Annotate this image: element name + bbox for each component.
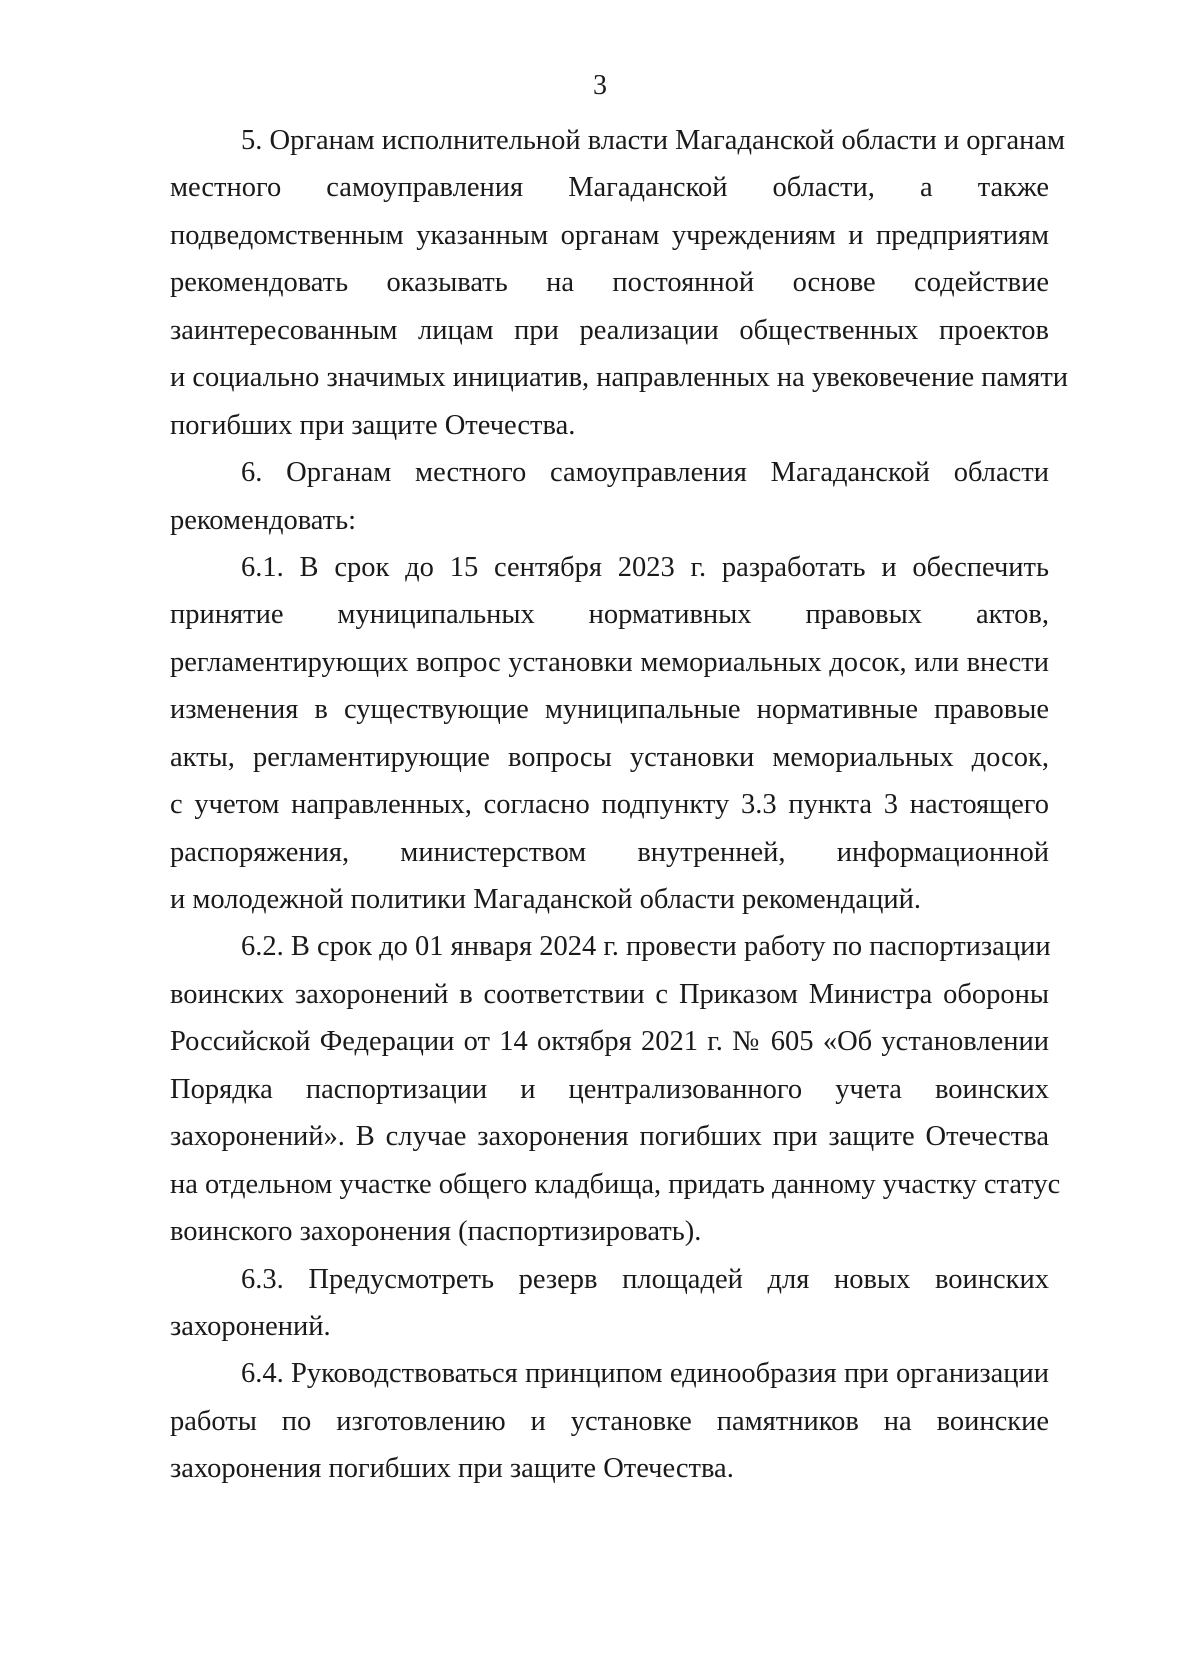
text-line: распоряжения, министерством внутренней, информационной (170, 836, 1049, 868)
text-line: захоронения погибших при защите Отечества. (170, 1453, 734, 1485)
text-line: на отдельном участке общего кладбища, придать данному участку статус (170, 1168, 1061, 1200)
text-line: подведомственным указанным органам учреждениям и предприятиям (170, 219, 1049, 251)
text-line: работы по изготовлению и установке памятников на воинские (170, 1405, 1049, 1437)
paragraph (170, 1256, 1049, 1351)
text-line: регламентирующих вопрос установки мемориальных досок, или внести (170, 646, 1049, 678)
paragraph (170, 117, 1069, 449)
text-line: 6.3. Предусмотреть резерв площадей для новых воинских (241, 1263, 1049, 1295)
text-line: 6.2. В срок до 01 января 2024 г. провести работу по паспортизации (241, 931, 1051, 963)
page-number: 3 (593, 70, 607, 101)
paragraph (170, 923, 1061, 1255)
text-line: местного самоуправления Магаданской области, а также (170, 172, 1049, 204)
paragraph (170, 1350, 1049, 1492)
text-line: акты, регламентирующие вопросы установки мемориальных досок, (170, 741, 1049, 773)
text-line: принятие муниципальных нормативных правовых актов, (170, 599, 1049, 631)
text-line: и социально значимых инициатив, направленных на увековечение памяти (170, 362, 1069, 394)
paragraph (170, 449, 1049, 544)
text-line: рекомендовать: (170, 504, 357, 536)
text-line: 5. Органам исполнительной власти Магаданской области и органам (241, 125, 1066, 156)
text-line: 6.4. Руководствоваться принципом единообразия при организации (241, 1358, 1049, 1390)
text-line: захоронений. (170, 1310, 331, 1342)
text-line: и молодежной политики Магаданской области рекомендаций. (170, 884, 921, 915)
text-line: с учетом направленных, согласно подпункту 3.3 пункта 3 настоящего (170, 789, 1049, 821)
text-line: Порядка паспортизации и централизованного учета воинских (170, 1073, 1049, 1105)
paragraph (170, 544, 1049, 924)
document-body (170, 117, 1069, 1493)
text-line: 6. Органам местного самоуправления Магаданской области (241, 457, 1049, 489)
text-line: воинского захоронения (паспортизировать). (170, 1216, 702, 1248)
text-line: рекомендовать оказывать на постоянной основе содействие (170, 267, 1049, 299)
text-line: изменения в существующие муниципальные нормативные правовые (170, 694, 1049, 726)
text-line: погибших при защите Отечества. (170, 409, 576, 441)
text-line: захоронений». В случае захоронения погибших при защите Отечества (170, 1121, 1049, 1153)
text-line: Российской Федерации от 14 октября 2021 г. № 605 «Об установлении (170, 1026, 1049, 1058)
text-line: воинских захоронений в соответствии с Приказом Министра обороны (170, 978, 1049, 1010)
text-line: заинтересованным лицам при реализации общественных проектов (170, 314, 1049, 346)
text-line: 6.1. В срок до 15 сентября 2023 г. разработать и обеспечить (241, 551, 1049, 583)
